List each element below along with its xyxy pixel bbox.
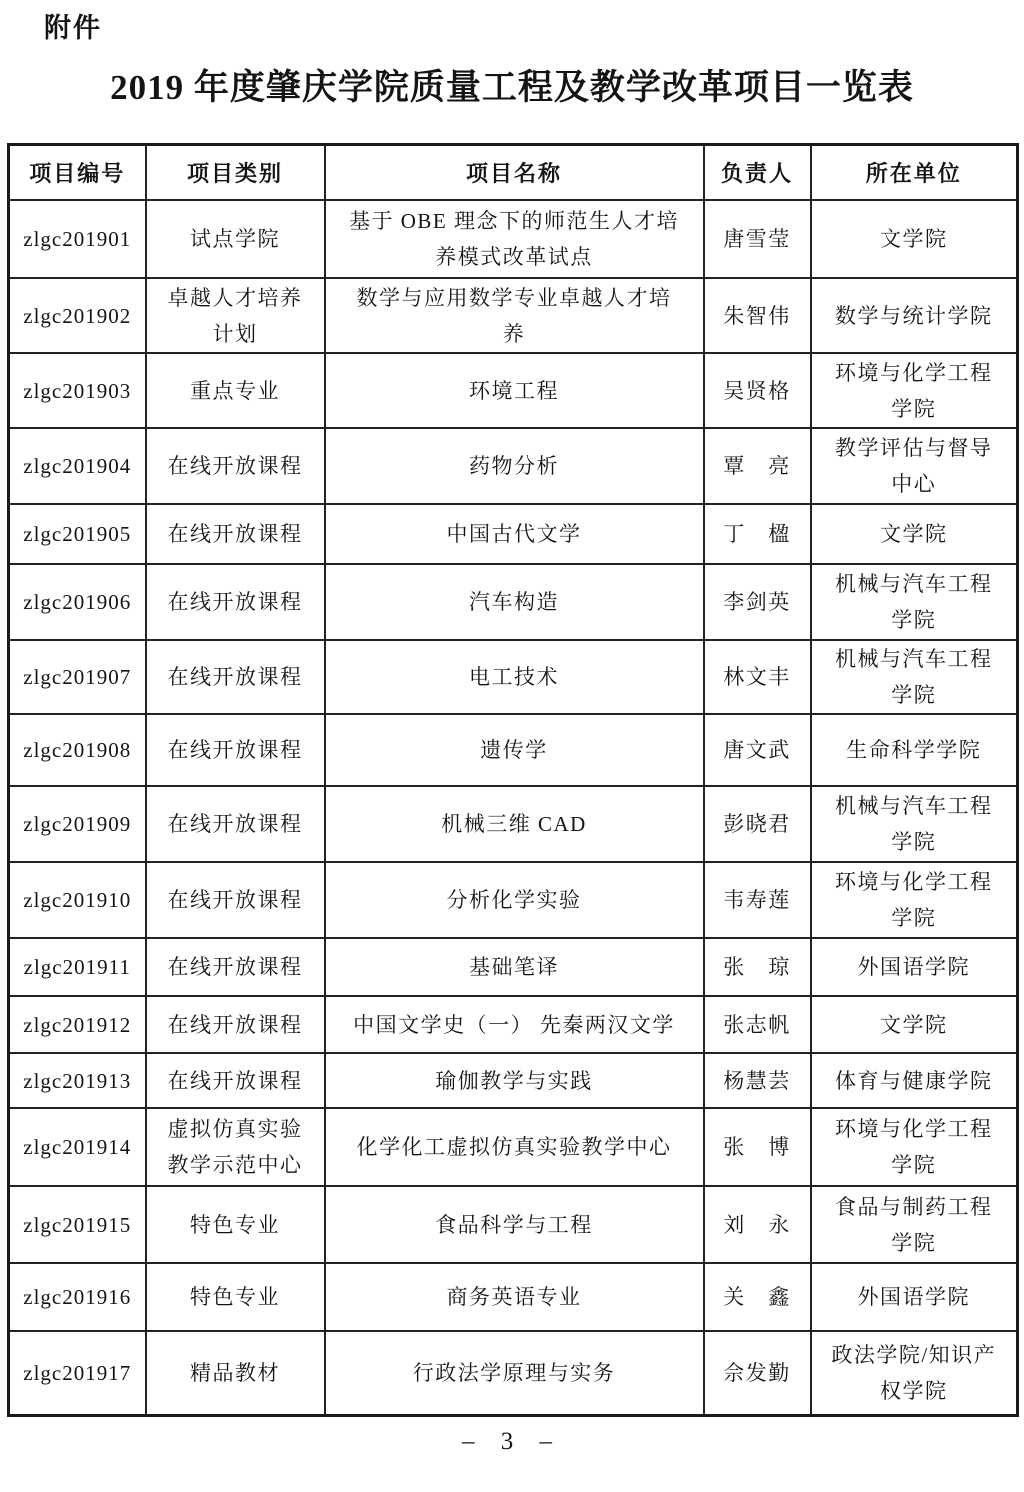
table-row bbox=[9, 353, 1018, 428]
cell-project-name: 汽车构造 bbox=[325, 564, 704, 640]
cell-leader: 朱智伟 bbox=[704, 278, 811, 353]
cell-unit: 机械与汽车工程学院 bbox=[811, 640, 1018, 714]
cell-project-category: 在线开放课程 bbox=[146, 564, 325, 640]
cell-unit: 外国语学院 bbox=[811, 1263, 1018, 1331]
cell-project-name: 基于 OBE 理念下的师范生人才培养模式改革试点 bbox=[325, 200, 704, 278]
table-row bbox=[9, 1108, 1018, 1186]
cell-project-id: zlgc201905 bbox=[9, 504, 146, 564]
cell-project-id: zlgc201903 bbox=[9, 353, 146, 428]
cell-project-name: 商务英语专业 bbox=[325, 1263, 704, 1331]
cell-project-category: 特色专业 bbox=[146, 1186, 325, 1263]
cell-leader: 韦寿莲 bbox=[704, 862, 811, 938]
cell-project-category: 卓越人才培养计划 bbox=[146, 278, 325, 353]
cell-leader: 张 琼 bbox=[704, 938, 811, 996]
cell-project-id: zlgc201907 bbox=[9, 640, 146, 714]
cell-project-category: 在线开放课程 bbox=[146, 996, 325, 1053]
cell-project-category: 在线开放课程 bbox=[146, 714, 325, 786]
projects-table bbox=[7, 143, 1019, 1417]
cell-leader: 佘发勤 bbox=[704, 1331, 811, 1415]
cell-project-name: 环境工程 bbox=[325, 353, 704, 428]
cell-project-category: 重点专业 bbox=[146, 353, 325, 428]
cell-project-name: 药物分析 bbox=[325, 428, 704, 504]
cell-unit: 食品与制药工程学院 bbox=[811, 1186, 1018, 1263]
cell-unit: 外国语学院 bbox=[811, 938, 1018, 996]
table-row bbox=[9, 786, 1018, 862]
cell-leader: 林文丰 bbox=[704, 640, 811, 714]
cell-unit: 教学评估与督导中心 bbox=[811, 428, 1018, 504]
cell-unit: 体育与健康学院 bbox=[811, 1053, 1018, 1108]
cell-project-id: zlgc201917 bbox=[9, 1331, 146, 1415]
cell-project-id: zlgc201916 bbox=[9, 1263, 146, 1331]
header-leader: 负责人 bbox=[704, 145, 811, 201]
cell-project-name: 遗传学 bbox=[325, 714, 704, 786]
cell-project-name: 中国文学史（一） 先秦两汉文学 bbox=[325, 996, 704, 1053]
cell-project-id: zlgc201915 bbox=[9, 1186, 146, 1263]
page-number: – 3 – bbox=[462, 1428, 562, 1455]
table-row bbox=[9, 278, 1018, 353]
cell-project-id: zlgc201910 bbox=[9, 862, 146, 938]
cell-project-category: 特色专业 bbox=[146, 1263, 325, 1331]
cell-project-name: 电工技术 bbox=[325, 640, 704, 714]
header-project-name: 项目名称 bbox=[325, 145, 704, 201]
cell-leader: 丁 楹 bbox=[704, 504, 811, 564]
table-row bbox=[9, 1263, 1018, 1331]
cell-unit: 文学院 bbox=[811, 996, 1018, 1053]
cell-project-name: 基础笔译 bbox=[325, 938, 704, 996]
cell-leader: 杨慧芸 bbox=[704, 1053, 811, 1108]
cell-project-id: zlgc201914 bbox=[9, 1108, 146, 1186]
cell-leader: 唐雪莹 bbox=[704, 200, 811, 278]
cell-project-name: 瑜伽教学与实践 bbox=[325, 1053, 704, 1108]
cell-unit: 政法学院/知识产权学院 bbox=[811, 1331, 1018, 1415]
header-row bbox=[9, 145, 1018, 201]
table-body bbox=[9, 200, 1018, 1415]
cell-project-id: zlgc201911 bbox=[9, 938, 146, 996]
cell-leader: 关 鑫 bbox=[704, 1263, 811, 1331]
table-row bbox=[9, 200, 1018, 278]
cell-project-id: zlgc201913 bbox=[9, 1053, 146, 1108]
cell-project-category: 虚拟仿真实验教学示范中心 bbox=[146, 1108, 325, 1186]
cell-unit: 文学院 bbox=[811, 504, 1018, 564]
cell-project-id: zlgc201902 bbox=[9, 278, 146, 353]
cell-project-category: 在线开放课程 bbox=[146, 640, 325, 714]
cell-project-id: zlgc201908 bbox=[9, 714, 146, 786]
cell-unit: 数学与统计学院 bbox=[811, 278, 1018, 353]
cell-project-id: zlgc201912 bbox=[9, 996, 146, 1053]
cell-project-category: 在线开放课程 bbox=[146, 938, 325, 996]
cell-project-category: 在线开放课程 bbox=[146, 504, 325, 564]
table-row bbox=[9, 1053, 1018, 1108]
cell-unit: 机械与汽车工程学院 bbox=[811, 786, 1018, 862]
table-row bbox=[9, 640, 1018, 714]
cell-project-category: 在线开放课程 bbox=[146, 1053, 325, 1108]
cell-project-id: zlgc201906 bbox=[9, 564, 146, 640]
header-project-id: 项目编号 bbox=[9, 145, 146, 201]
cell-leader: 李剑英 bbox=[704, 564, 811, 640]
table-row bbox=[9, 504, 1018, 564]
cell-project-category: 在线开放课程 bbox=[146, 862, 325, 938]
table-header bbox=[9, 145, 1018, 201]
cell-project-name: 行政法学原理与实务 bbox=[325, 1331, 704, 1415]
cell-leader: 覃 亮 bbox=[704, 428, 811, 504]
cell-project-name: 化学化工虚拟仿真实验教学中心 bbox=[325, 1108, 704, 1186]
cell-project-name: 分析化学实验 bbox=[325, 862, 704, 938]
cell-project-id: zlgc201904 bbox=[9, 428, 146, 504]
cell-project-category: 试点学院 bbox=[146, 200, 325, 278]
attachment-label: 附件 bbox=[44, 13, 102, 43]
cell-unit: 生命科学学院 bbox=[811, 714, 1018, 786]
page-title: 2019 年度肇庆学院质量工程及教学改革项目一览表 bbox=[110, 68, 914, 107]
table-row bbox=[9, 862, 1018, 938]
cell-leader: 彭晓君 bbox=[704, 786, 811, 862]
table-row bbox=[9, 996, 1018, 1053]
cell-unit: 环境与化学工程学院 bbox=[811, 862, 1018, 938]
cell-unit: 机械与汽车工程学院 bbox=[811, 564, 1018, 640]
table-row bbox=[9, 714, 1018, 786]
table-row bbox=[9, 1331, 1018, 1415]
cell-leader: 张 博 bbox=[704, 1108, 811, 1186]
cell-unit: 环境与化学工程学院 bbox=[811, 1108, 1018, 1186]
cell-project-category: 精品教材 bbox=[146, 1331, 325, 1415]
cell-leader: 刘 永 bbox=[704, 1186, 811, 1263]
cell-unit: 文学院 bbox=[811, 200, 1018, 278]
cell-project-id: zlgc201909 bbox=[9, 786, 146, 862]
header-project-category: 项目类别 bbox=[146, 145, 325, 201]
cell-leader: 吴贤格 bbox=[704, 353, 811, 428]
table-row bbox=[9, 938, 1018, 996]
cell-project-name: 食品科学与工程 bbox=[325, 1186, 704, 1263]
cell-project-name: 数学与应用数学专业卓越人才培养 bbox=[325, 278, 704, 353]
cell-project-name: 机械三维 CAD bbox=[325, 786, 704, 862]
table-row bbox=[9, 428, 1018, 504]
cell-leader: 张志帆 bbox=[704, 996, 811, 1053]
cell-project-category: 在线开放课程 bbox=[146, 428, 325, 504]
header-unit: 所在单位 bbox=[811, 145, 1018, 201]
table-row bbox=[9, 564, 1018, 640]
table-row bbox=[9, 1186, 1018, 1263]
cell-unit: 环境与化学工程学院 bbox=[811, 353, 1018, 428]
cell-leader: 唐文武 bbox=[704, 714, 811, 786]
cell-project-name: 中国古代文学 bbox=[325, 504, 704, 564]
cell-project-id: zlgc201901 bbox=[9, 200, 146, 278]
cell-project-category: 在线开放课程 bbox=[146, 786, 325, 862]
